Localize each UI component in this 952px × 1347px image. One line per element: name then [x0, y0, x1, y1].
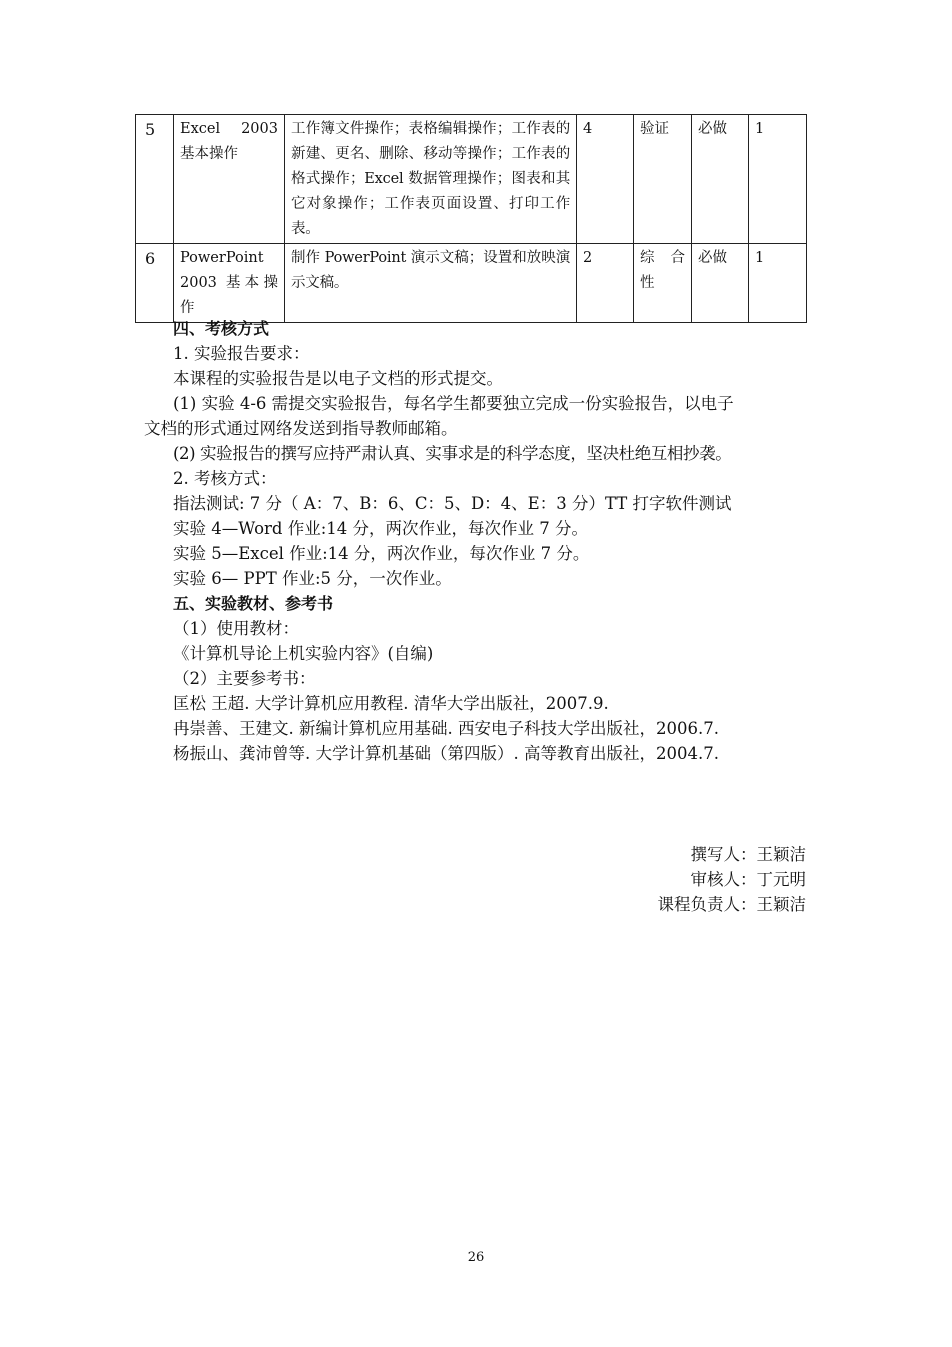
- references-title: （2）主要参考书：: [173, 669, 316, 688]
- report-point-1: (1) 实验 4-6 需提交实验报告，每名学生都要独立完成一份实验报告，以电子: [173, 394, 734, 413]
- textbook-title: （1）使用教材：: [173, 619, 299, 638]
- reference-item: 冉崇善、王建文. 新编计算机应用基础. 西安电子科技大学出版社，2006.7.: [173, 719, 719, 738]
- signature-reviewer: 审核人：丁元明: [690, 870, 806, 889]
- experiment-table: [135, 114, 807, 323]
- experiment-name: PowerPoint 2003 基本操作: [174, 244, 285, 323]
- report-requirements-title: 1. 实验报告要求：: [173, 344, 310, 363]
- experiment-type: 综 合 性: [634, 244, 692, 323]
- signature-course-owner: 课程负责人：王颖洁: [657, 895, 806, 914]
- assessment-typing-test: 指法测试: 7 分（ A：7、B：6、C：5、D：4、E：3 分）TT 打字软件测试: [173, 494, 732, 513]
- assessment-method-title: 2. 考核方式：: [173, 469, 277, 488]
- assessment-ppt: 实验 6— PPT 作业:5 分，一次作业。: [173, 569, 452, 588]
- experiment-requirement: 必做: [692, 115, 749, 244]
- signature-writer: 撰写人：王颖洁: [690, 845, 806, 864]
- table-row: [136, 115, 807, 244]
- page-number: 26: [467, 1250, 485, 1265]
- experiment-name: Excel 2003 基本操作: [174, 115, 285, 244]
- textbook-name: 《计算机导论上机实验内容》(自编): [173, 644, 434, 663]
- report-requirements-text: 本课程的实验报告是以电子文档的形式提交。: [173, 369, 503, 388]
- assessment-word: 实验 4—Word 作业:14 分，两次作业，每次作业 7 分。: [173, 519, 588, 538]
- reference-item: 匡松 王超. 大学计算机应用教程. 清华大学出版社，2007.9.: [173, 694, 609, 713]
- table-row: [136, 244, 807, 323]
- experiment-type: 验证: [634, 115, 692, 244]
- experiment-group: 1: [749, 115, 807, 244]
- section-heading-materials: 五、实验教材、参考书: [173, 594, 334, 613]
- experiment-requirement: 必做: [692, 244, 749, 323]
- experiment-hours: 4: [577, 115, 634, 244]
- report-point-1-continued: 文档的形式通过网络发送到指导教师邮箱。: [144, 419, 458, 438]
- row-number: 6: [136, 244, 174, 323]
- reference-item: 杨振山、龚沛曾等. 大学计算机基础（第四版）. 高等教育出版社，2004.7.: [173, 744, 719, 763]
- experiment-content: 工作簿文件操作；表格编辑操作；工作表的新建、更名、删除、移动等操作；工作表的格式操作；Excel 数据管理操作；图表和其它对象操作；工作表页面设置、打印工作表。: [285, 115, 577, 244]
- row-number: 5: [136, 115, 174, 244]
- assessment-excel: 实验 5—Excel 作业:14 分，两次作业，每次作业 7 分。: [173, 544, 590, 563]
- experiment-group: 1: [749, 244, 807, 323]
- report-point-2: (2) 实验报告的撰写应持严肃认真、实事求是的科学态度，坚决杜绝互相抄袭。: [173, 444, 732, 463]
- experiment-hours: 2: [577, 244, 634, 323]
- section-heading-assessment: 四、考核方式: [173, 319, 270, 338]
- experiment-content: 制作 PowerPoint 演示文稿；设置和放映演示文稿。: [285, 244, 577, 323]
